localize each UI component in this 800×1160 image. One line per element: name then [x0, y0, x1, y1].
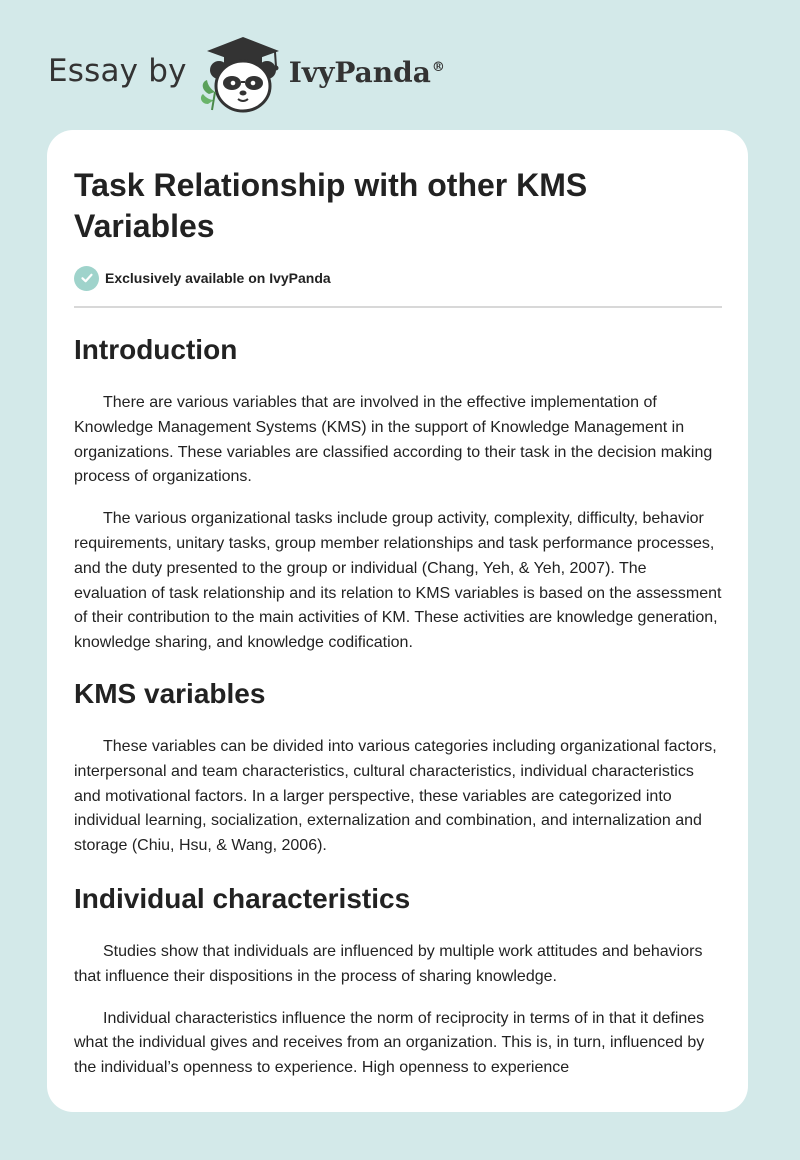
check-circle-icon — [74, 266, 99, 291]
exclusive-badge-text: Exclusively available on IvyPanda — [105, 270, 331, 286]
section-heading-kms-variables: KMS variables — [74, 677, 266, 709]
brand-name-text: IvyPanda — [288, 55, 431, 89]
divider — [74, 306, 722, 308]
section-heading-individual-characteristics: Individual characteristics — [74, 882, 411, 914]
section-heading-introduction: Introduction — [74, 334, 238, 365]
brand-header — [48, 34, 445, 114]
essay-content — [74, 165, 722, 1081]
brand-name — [289, 56, 445, 89]
paragraph: Studies show that individuals are influenced by multiple work attitudes and behaviors that influence their dispositions in the process of sharing knowledge. — [74, 942, 703, 985]
essay-title: Task Relationship with other KMS Variables — [74, 167, 588, 244]
paragraph: The various organizational tasks include group activity, complexity, difficulty, behavior requirements, unitary tasks, group member relationships and task performance processes, and the duty presented to the group or individual (Chang, Yeh, & Yeh, 2007). The evaluation of task relationship and its relation to KMS variables is based on the assessment of their contribution to the main activities of KM. These activities are knowledge generation, knowledge sharing, and knowledge codification. — [74, 510, 722, 652]
panda-graduate-icon — [199, 34, 287, 114]
exclusive-badge — [74, 265, 722, 291]
paragraph: These variables can be divided into various categories including organizational factors, interpersonal and team characteristics, cultural characteristics, individual characteristics and motivational factors. In a larger perspective, these variables are categorized into individual learning, socialization, externalization and combination, and internalization and storage (Chiu, Hsu, & Wang, 2006). — [74, 737, 717, 855]
paragraph: There are various variables that are involved in the effective implementation of Knowledge Management Systems (KMS) in the support of Knowledge Management in organizations. These variables are classified according to their task in the decision making process of organizations. — [74, 394, 713, 486]
paragraph: Individual characteristics influence the norm of reciprocity in terms of in that it defines what the individual gives and receives from an organization. This is, in turn, influenced by the individual’s openness to experience. High openness to experience — [74, 1009, 705, 1077]
registered-mark: ® — [431, 60, 445, 76]
brand-prefix: Essay by — [48, 53, 187, 89]
essay-card — [47, 130, 748, 1112]
